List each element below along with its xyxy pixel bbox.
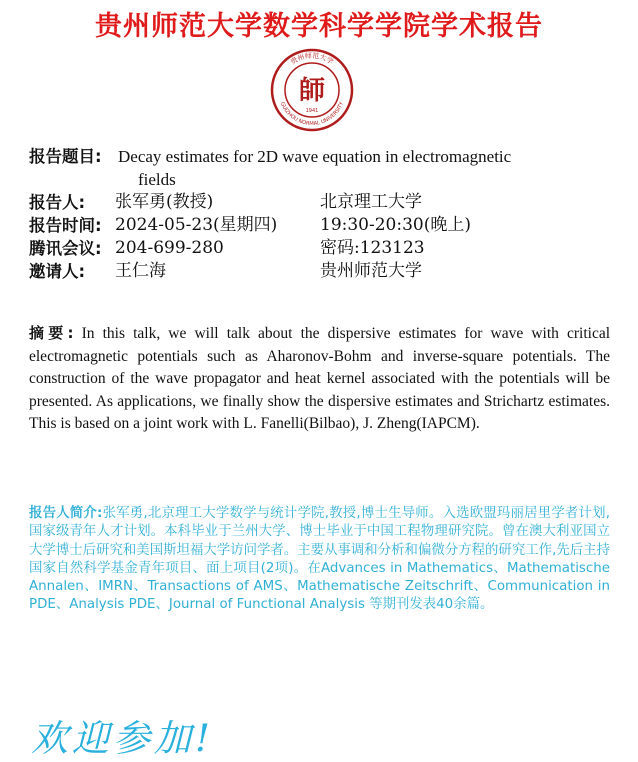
inviter-label: 邀请人: (29, 262, 86, 281)
seal-ring-top: 贵州师范大学 (289, 51, 335, 67)
speaker-label: 报告人: (29, 193, 86, 212)
abstract-label: 摘要: (29, 324, 74, 342)
meeting-label: 腾讯会议: (29, 239, 102, 258)
meeting-row (29, 237, 609, 260)
talk-title-line2: fields (138, 170, 176, 189)
inviter-row (29, 260, 609, 283)
meeting-id: 204-699-280 (115, 238, 224, 258)
talk-title-label: 报告题目: (29, 147, 102, 166)
talk-info (29, 145, 609, 283)
speaker-affiliation: 北京理工大学 (320, 192, 422, 212)
seal-ring-bottom: GUIZHOU NORMAL UNIVERSITY (278, 101, 346, 128)
talk-title-row (29, 145, 609, 191)
speaker-bio (29, 505, 610, 615)
speaker-name: 张军勇(教授) (115, 192, 214, 212)
abstract (29, 322, 610, 436)
time-label: 报告时间: (29, 216, 102, 235)
time-row (29, 214, 609, 237)
page-title: 贵州师范大学数学科学学院学术报告 (95, 11, 543, 42)
inviter-affiliation: 贵州师范大学 (320, 261, 422, 281)
meeting-password: 密码:123123 (320, 238, 425, 258)
talk-hours: 19:30-20:30(晚上) (320, 215, 471, 235)
bio-label: 报告人简介: (29, 506, 103, 521)
university-seal-logo (270, 48, 354, 132)
bio-text: 张军勇,北京理工大学数学与统计学院,教授,博士生导师。入选欧盟玛丽居里学者计划,国家级青年人才计划。本科毕业于兰州大学、博士毕业于中国工程物理研究院。曾在澳大利亚国立大学博士后研究和美国斯坦福大学访问学者。主要从事调和分析和偏微分方程的研究工作,先后主持国家自然科学基金青年项目、面上项目(2项)。在Advances in Mathematics、Mathematische Annalen、IMRN、Transactions of AMS、Mathematische Zeitschrift、Communication in PDE、Analysis PDE、Journal of Functional Analysis 等期刊发表40余篇。 (29, 506, 610, 613)
seal-year: 1941 (305, 108, 319, 114)
talk-title (118, 145, 588, 191)
talk-title-line1: Decay estimates for 2D wave equation in electromagnetic (118, 147, 512, 166)
speaker-row (29, 191, 609, 214)
inviter-name: 王仁海 (115, 261, 166, 281)
abstract-text: In this talk, we will talk about the dispersive estimates for wave with critical electromagnetic potentials such as Aharonov-Bohm and inverse-square potentials. The construction of the wave propagator and heat kernel associated with the potentials will be presented. As applications, we finally show the dispersive estimates and Strichartz estimates. This is based on a joint work with L. Fanelli(Bilbao), J. Zheng(IAPCM). (29, 325, 611, 432)
welcome-text: 欢迎参加! (31, 717, 214, 760)
seal-center-char: 師 (298, 76, 326, 106)
talk-date: 2024-05-23(星期四) (115, 215, 278, 235)
